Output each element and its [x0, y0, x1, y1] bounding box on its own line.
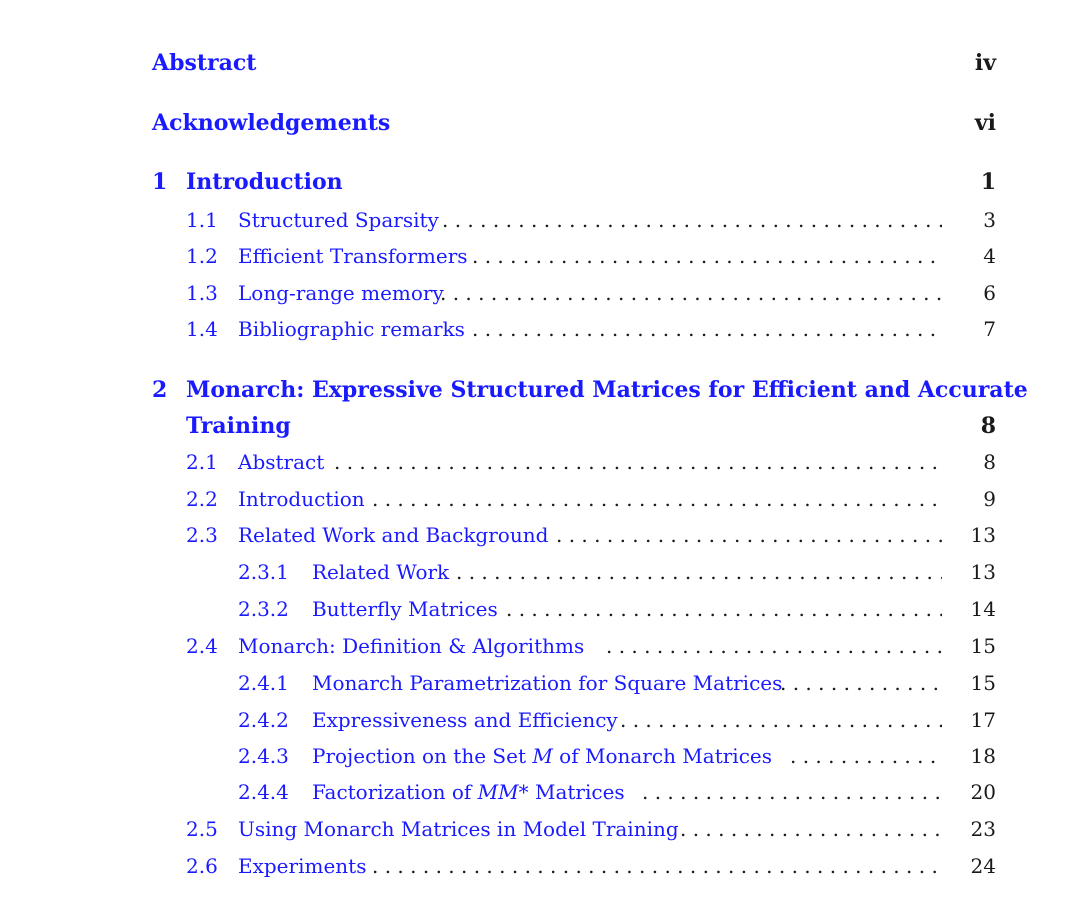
toc-entry-number: 2.3.2: [238, 597, 289, 621]
toc-entry-abstract[interactable]: [0, 48, 1080, 78]
toc-entry-title[interactable]: [312, 777, 625, 807]
toc-leader-dots: [790, 741, 942, 771]
toc-subsection-2-4-2[interactable]: [0, 705, 1080, 735]
math-symbol: M: [532, 744, 553, 768]
toc-section-2-1[interactable]: [0, 447, 1080, 477]
toc-entry-page: 23: [970, 817, 996, 841]
title-text: Factorization of: [312, 780, 478, 804]
math-symbol: MM*: [477, 780, 529, 804]
toc-entry-title[interactable]: Bibliographic remarks: [238, 317, 465, 341]
toc-leader-dots: [334, 447, 942, 477]
toc-entry-title[interactable]: Introduction: [238, 487, 365, 511]
toc-entry-page: 15: [970, 634, 996, 658]
toc-entry-page: 14: [970, 597, 996, 621]
toc-entry-page: 13: [970, 523, 996, 547]
toc-subsection-2-4-1[interactable]: [0, 668, 1080, 698]
toc-section-1-3[interactable]: [0, 278, 1080, 308]
toc-entry-number: 2: [152, 377, 168, 403]
toc-entry-title[interactable]: Training: [186, 413, 291, 439]
toc-entry-title[interactable]: Experiments: [238, 854, 367, 878]
toc-entry-title[interactable]: Related Work: [312, 560, 450, 584]
toc-entry-number: 2.6: [186, 854, 218, 878]
toc-entry-acknowledgements[interactable]: [0, 108, 1080, 138]
toc-entry-number: 1.4: [186, 317, 218, 341]
toc-entry-title[interactable]: Butterfly Matrices: [312, 597, 498, 621]
toc-entry-number: 1.2: [186, 244, 218, 268]
toc-chapter-2[interactable]: [0, 375, 1080, 405]
toc-subsection-2-3-2[interactable]: [0, 594, 1080, 624]
toc-entry-number: 1: [152, 169, 168, 195]
toc-entry-number: 2.4.1: [238, 671, 289, 695]
toc-entry-page: 17: [970, 708, 996, 732]
toc-entry-title[interactable]: Structured Sparsity: [238, 208, 439, 232]
toc-entry-number: 2.5: [186, 817, 218, 841]
toc-entry-title[interactable]: Using Monarch Matrices in Model Training: [238, 817, 679, 841]
toc-leader-dots: [440, 278, 942, 308]
toc-leader-dots: [642, 777, 942, 807]
toc-section-1-4[interactable]: [0, 314, 1080, 344]
toc-leader-dots: [780, 668, 942, 698]
toc-entry-page: vi: [974, 110, 996, 136]
toc-entry-page: 6: [983, 281, 996, 305]
toc-entry-number: 1.3: [186, 281, 218, 305]
title-text: Matrices: [528, 780, 625, 804]
toc-section-1-1[interactable]: [0, 205, 1080, 235]
toc-entry-page: 4: [983, 244, 996, 268]
toc-entry-title[interactable]: Abstract: [152, 50, 257, 76]
toc-entry-number: 2.4.3: [238, 744, 289, 768]
toc-entry-title[interactable]: Introduction: [186, 169, 343, 195]
toc-subsection-2-3-1[interactable]: [0, 557, 1080, 587]
toc-entry-title[interactable]: Abstract: [238, 450, 325, 474]
toc-leader-dots: [456, 557, 942, 587]
toc-entry-title[interactable]: Expressiveness and Efficiency: [312, 708, 618, 732]
toc-section-1-2[interactable]: [0, 241, 1080, 271]
toc-entry-title[interactable]: Acknowledgements: [152, 110, 391, 136]
toc-entry-page: 24: [970, 854, 996, 878]
toc-entry-page: 9: [983, 487, 996, 511]
toc-entry-number: 2.3.1: [238, 560, 289, 584]
toc-leader-dots: [556, 520, 942, 550]
toc-section-2-6[interactable]: [0, 851, 1080, 881]
toc-entry-page: 1: [980, 169, 996, 195]
title-text: Projection on the Set: [312, 744, 533, 768]
toc-entry-number: 2.1: [186, 450, 218, 474]
toc-entry-page: 8: [983, 450, 996, 474]
toc-leader-dots: [372, 851, 942, 881]
toc-entry-title[interactable]: Related Work and Background: [238, 523, 549, 547]
toc-entry-title[interactable]: Monarch: Expressive Structured Matrices for Efficient and Accurate: [186, 377, 1028, 403]
toc-leader-dots: [472, 241, 942, 271]
toc-chapter-2-continued[interactable]: [0, 411, 1080, 441]
toc-entry-number: 2.4.2: [238, 708, 289, 732]
toc-leader-dots: [506, 594, 942, 624]
toc-entry-page: 7: [983, 317, 996, 341]
toc-entry-number: 2.2: [186, 487, 218, 511]
toc-entry-number: 2.4: [186, 634, 218, 658]
toc-section-2-5[interactable]: [0, 814, 1080, 844]
toc-entry-page: 20: [970, 780, 996, 804]
toc-section-2-3[interactable]: [0, 520, 1080, 550]
toc-entry-page: 15: [970, 671, 996, 695]
toc-entry-title[interactable]: Monarch: Definition & Algorithms: [238, 634, 585, 658]
toc-entry-title[interactable]: Efficient Transformers: [238, 244, 468, 268]
toc-entry-number: 2.4.4: [238, 780, 289, 804]
toc-leader-dots: [606, 631, 942, 661]
toc-entry-page: iv: [974, 50, 996, 76]
toc-subsection-2-4-3[interactable]: [0, 741, 1080, 771]
toc-entry-page: 13: [970, 560, 996, 584]
toc-entry-page: 8: [980, 413, 996, 439]
toc-leader-dots: [680, 814, 942, 844]
toc-entry-page: 3: [983, 208, 996, 232]
toc-leader-dots: [442, 205, 942, 235]
toc-leader-dots: [372, 484, 942, 514]
toc-entry-title[interactable]: Long-range memory: [238, 281, 444, 305]
toc-entry-title[interactable]: Monarch Parametrization for Square Matrices: [312, 671, 783, 695]
toc-section-2-2[interactable]: [0, 484, 1080, 514]
toc-entry-page: 18: [970, 744, 996, 768]
toc-entry-number: 1.1: [186, 208, 218, 232]
toc-leader-dots: [620, 705, 942, 735]
toc-entry-number: 2.3: [186, 523, 218, 547]
toc-leader-dots: [472, 314, 942, 344]
toc-section-2-4[interactable]: [0, 631, 1080, 661]
toc-chapter-1[interactable]: [0, 167, 1080, 197]
title-text: of Monarch Matrices: [552, 744, 773, 768]
toc-entry-title[interactable]: [312, 741, 772, 771]
toc-subsection-2-4-4[interactable]: [0, 777, 1080, 807]
